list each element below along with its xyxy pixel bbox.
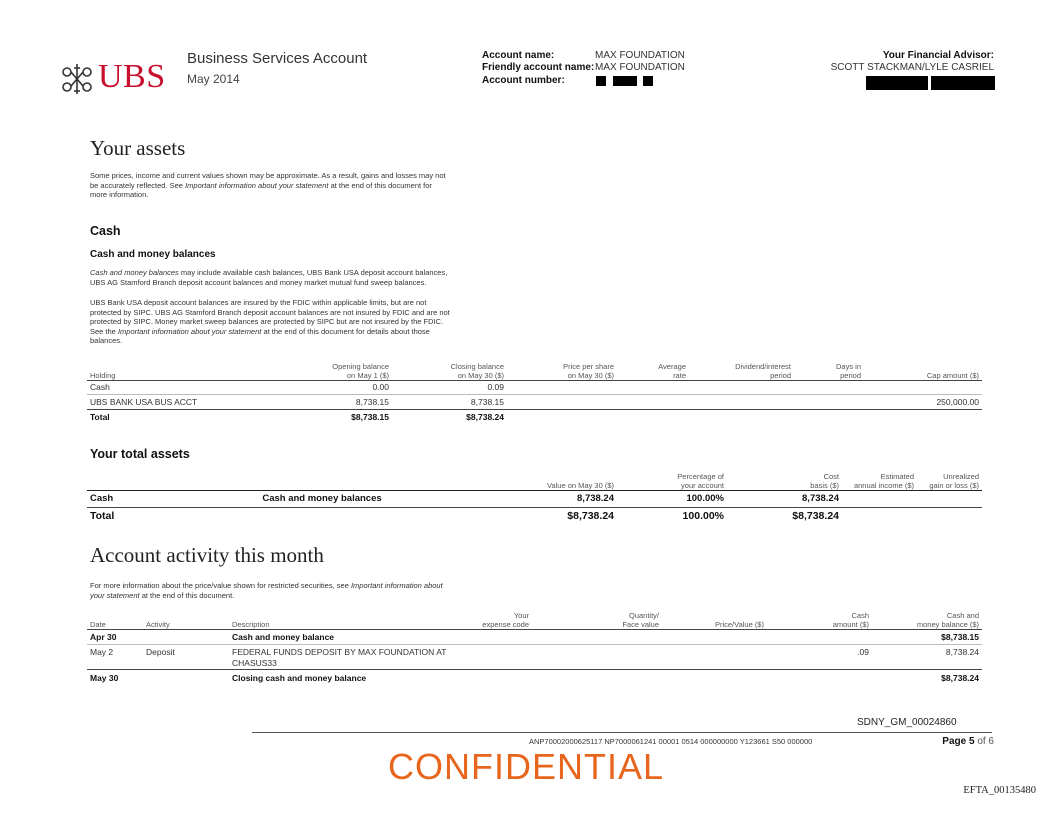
- account-name-label: Account name:: [482, 50, 555, 61]
- table-row: Cash 0.00 0.09: [87, 380, 982, 394]
- redaction-block: [866, 76, 928, 90]
- account-type-title: Business Services Account: [187, 50, 368, 67]
- advisor-name: SCOTT STACKMAN/LYLE CASRIEL: [830, 62, 994, 73]
- col-closing-balance: Closing balance on May 30 ($): [450, 361, 504, 380]
- col-unrealized: Unrealized gain or loss ($): [929, 471, 979, 490]
- table-row: May 2 Deposit FEDERAL FUNDS DEPOSIT BY MAX FOUNDATION AT CHASUS33 .09 8,738.24: [87, 644, 982, 669]
- assets-intro: Some prices, income and current values shown may be approximate. As a result, gains and losses may not be accurately reflected. See Important information about your statement at the end of this document for more information.: [90, 171, 446, 199]
- col-money-balance: Cash and money balance ($): [916, 610, 979, 629]
- statement-period: May 2014: [187, 72, 240, 86]
- your-assets-heading: Your assets: [90, 136, 186, 160]
- account-name-value: MAX FOUNDATION: [595, 50, 685, 61]
- col-value: Value on May 30 ($): [547, 480, 614, 490]
- account-activity-heading: Account activity this month: [90, 543, 324, 567]
- table-row: UBS BANK USA BUS ACCT 8,738.15 8,738.15 250,000.00: [87, 394, 982, 409]
- efta-number: EFTA_00135480: [963, 785, 1036, 796]
- total-assets-heading: Your total assets: [90, 447, 190, 461]
- fdic-note: UBS Bank USA deposit account balances are insured by the FDIC within applicable limits, but are not protected by SIPC. UBS AG Stamford Branch deposit account balances are not insured by FDIC and are not protected by SIPC. Money market sweep balances are protected by SIPC but are not insured by the FDIC. See the Important information about your statement at the end of this document for details about those balances.: [90, 298, 450, 345]
- friendly-name-label: Friendly account name:: [482, 62, 595, 73]
- redaction-block: [613, 76, 637, 86]
- bates-number: SDNY_GM_00024860: [857, 717, 957, 728]
- col-cap-amount: Cap amount ($): [926, 370, 979, 380]
- col-price-per-share: Price per share on May 30 ($): [563, 361, 614, 380]
- col-holding: Holding: [90, 370, 116, 380]
- redaction-block: [643, 76, 653, 86]
- col-percentage: Percentage of your account: [677, 471, 724, 490]
- redaction-block: [596, 76, 606, 86]
- table-row: Apr 30 Cash and money balance $8,738.15: [87, 629, 982, 644]
- redaction-block: [931, 76, 995, 90]
- col-price-value: Price/Value ($): [714, 619, 764, 629]
- account-number-label: Account number:: [482, 75, 565, 86]
- statement-code: ANP70002000625117 NP7000061241 00001 0514 000000000 Y123661 S50 000000: [529, 737, 813, 746]
- total-row: Total $8,738.15 $8,738.24: [90, 411, 504, 422]
- col-opening-balance: Opening balance on May 1 ($): [332, 361, 389, 380]
- col-average-rate: Average rate: [658, 361, 686, 380]
- total-assets-table: [87, 468, 982, 525]
- cash-heading: Cash: [90, 224, 121, 238]
- page-number: Page 5 of 6: [942, 736, 994, 747]
- advisor-label: Your Financial Advisor:: [882, 50, 994, 61]
- col-estimated-income: Estimated annual income ($): [853, 471, 914, 490]
- footer-rule: [252, 732, 992, 733]
- total-row: Total $8,738.24 100.00% $8,738.24: [90, 510, 839, 523]
- activity-note: For more information about the price/value shown for restricted securities, see Important information about your statement at the end of this document.: [90, 581, 443, 600]
- col-cost-basis: Cost basis ($): [810, 471, 839, 490]
- cash-balances-table: [87, 358, 982, 424]
- col-activity: Activity: [146, 619, 170, 629]
- col-expense-code: Your expense code: [482, 610, 529, 629]
- col-quantity: Quantity/ Face value: [622, 610, 659, 629]
- col-date: Date: [90, 619, 106, 629]
- col-days-in-period: Days in period: [835, 361, 861, 380]
- col-cash-amount: Cash amount ($): [832, 610, 869, 629]
- ubs-keys-logo-icon: [60, 62, 94, 96]
- closing-row: May 30 Closing cash and money balance $8,738.24: [90, 673, 979, 684]
- confidential-stamp: CONFIDENTIAL: [388, 746, 665, 787]
- ubs-logo-text: UBS: [98, 58, 166, 95]
- cash-description: Cash and money balances may include available cash balances, UBS Bank USA deposit account balances, UBS AG Stamford Branch deposit account balances and money market mutual fund sweep balances.: [90, 268, 448, 287]
- table-row: Cash Cash and money balances 8,738.24 100.00% 8,738.24: [87, 490, 982, 507]
- col-description: Description: [232, 619, 270, 629]
- cash-money-balances-heading: Cash and money balances: [90, 249, 216, 260]
- activity-table: [87, 607, 982, 687]
- friendly-name-value: MAX FOUNDATION: [595, 62, 685, 73]
- col-dividend-period: Dividend/interest period: [735, 361, 791, 380]
